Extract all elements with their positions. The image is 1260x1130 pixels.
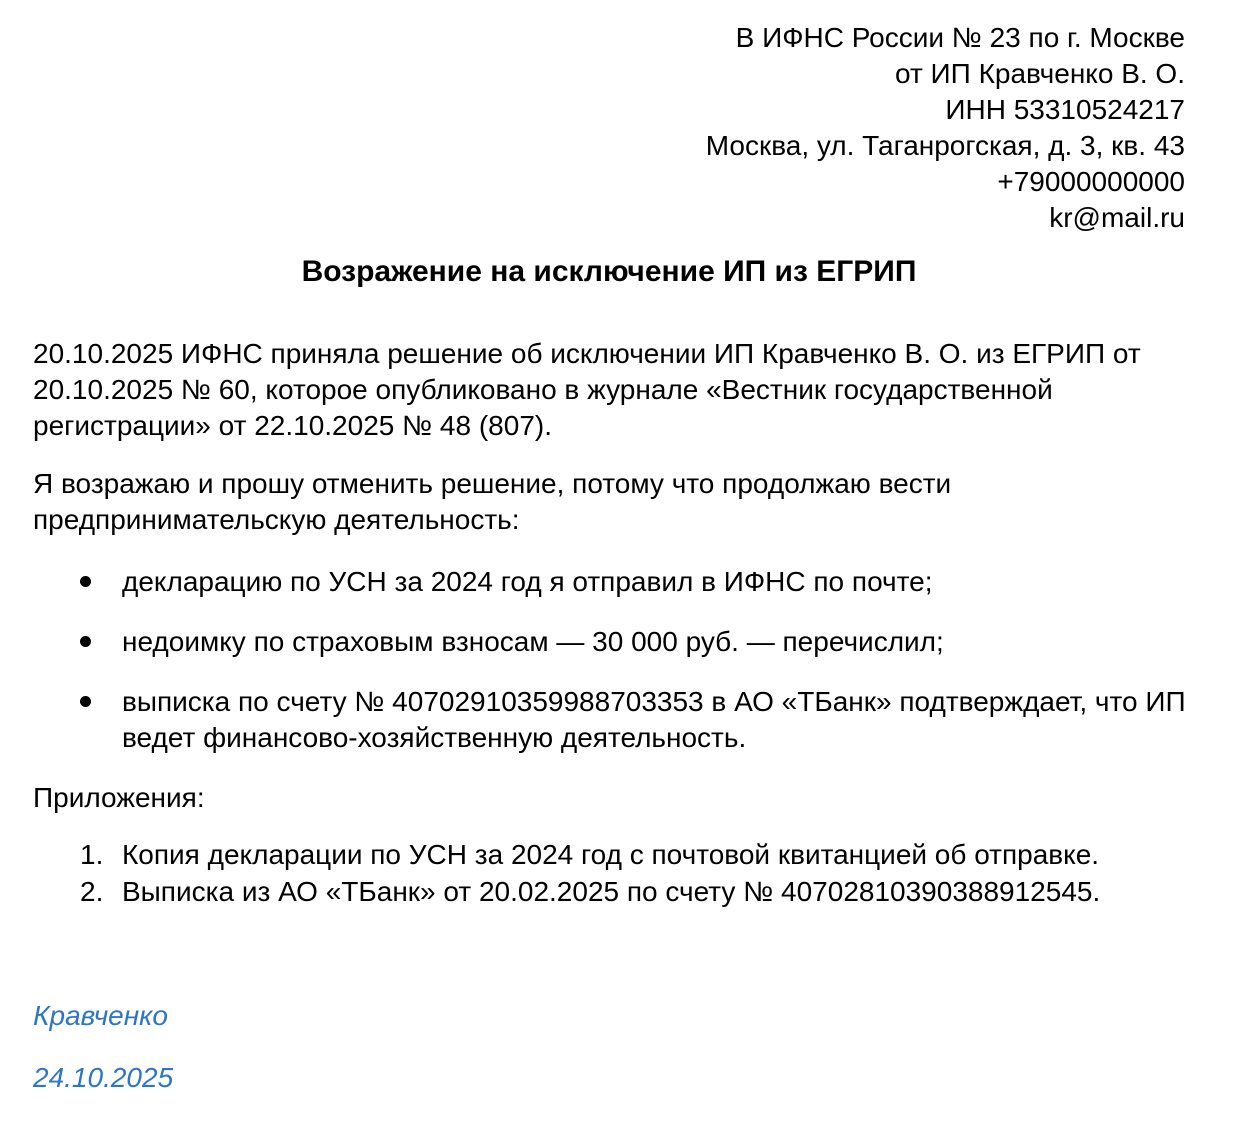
attachment-text: Выписка из АО «ТБанк» от 20.02.2025 по счету № 40702810390388912545.: [122, 876, 1101, 907]
reasons-list: [33, 564, 1224, 756]
paragraph-decision: 20.10.2025 ИФНС приняла решение об исключении ИП Кравченко В. О. из ЕГРИП от 20.10.2025 № 60, которое опубликовано в журнале «Вестник государственной регистрации» от 22.10.2025 № 48 (807).: [33, 338, 1141, 441]
signature-name: Кравченко: [33, 1000, 168, 1031]
sender-email: kr@mail.ru: [1049, 202, 1185, 233]
bullet-icon: [80, 576, 91, 587]
recipient-authority: В ИФНС России № 23 по г. Москве: [735, 22, 1185, 53]
attachment-number: 1.: [80, 839, 104, 870]
document-title: Возражение на исключение ИП из ЕГРИП: [301, 255, 917, 288]
sender-address: Москва, ул. Таганрогская, д. 3, кв. 43: [705, 130, 1185, 161]
attachment-item: [33, 873, 1224, 910]
list-item-text: выписка по счету № 40702910359988703353 в АО «ТБанк» подтверждает, что ИП ведет финансово-хозяйственную деятельность.: [122, 686, 1186, 753]
attachments-heading: Приложения:: [33, 782, 205, 813]
list-item-text: декларацию по УСН за 2024 год я отправил в ИФНС по почте;: [122, 566, 933, 597]
signature-block: [33, 998, 1224, 1096]
attachment-text: Копия декларации по УСН за 2024 год с почтовой квитанцией об отправке.: [122, 839, 1100, 870]
list-item-text: недоимку по страховым взносам — 30 000 руб. — перечислил;: [122, 626, 944, 657]
recipient-block: [33, 20, 1185, 236]
attachment-item: [33, 836, 1224, 873]
list-item: [33, 684, 1224, 756]
bullet-icon: [80, 696, 91, 707]
sender-phone: +79000000000: [997, 166, 1185, 197]
list-item: [33, 564, 1224, 600]
bullet-icon: [80, 636, 91, 647]
signature-date: 24.10.2025: [33, 1062, 174, 1093]
attachments-list: [33, 836, 1224, 910]
paragraph-objection: Я возражаю и прошу отменить решение, потому что продолжаю вести предпринимательскую деятельность:: [33, 468, 952, 535]
sender-inn: ИНН 53310524217: [945, 94, 1185, 125]
sender-name: от ИП Кравченко В. О.: [895, 58, 1185, 89]
attachment-number: 2.: [80, 876, 104, 907]
list-item: [33, 624, 1224, 660]
